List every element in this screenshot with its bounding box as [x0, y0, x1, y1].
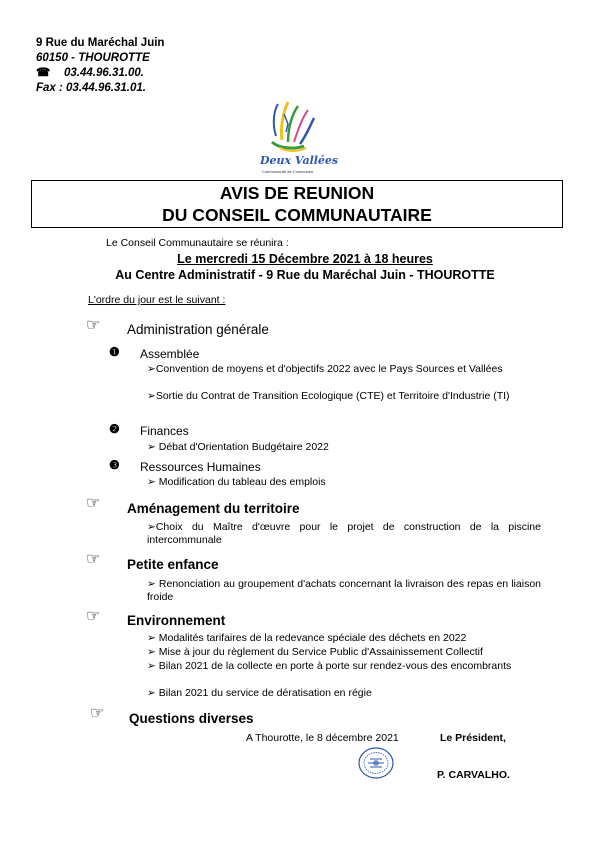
agenda-item: [147, 578, 541, 603]
address-fax: Fax : 03.44.96.31.01.: [36, 82, 146, 94]
meeting-date: Le mercredi 15 Décembre 2021 à 18 heures: [177, 252, 433, 266]
agenda-item-text: Sortie du Contrat de Transition Ecologique (CTE) et Territoire d'Industrie (TI): [155, 390, 510, 402]
arrow-bullet-icon: ➢: [147, 632, 156, 644]
arrow-bullet-icon: ➢: [147, 390, 156, 402]
agenda-item-text: Choix du Maître d'œuvre pour le projet de construction de la piscine intercommunale: [147, 521, 541, 546]
logo-subtext: Communauté de Communes: [262, 169, 314, 174]
telephone-icon: ☎: [36, 67, 51, 79]
arrow-bullet-icon: ➢: [147, 521, 156, 533]
pointing-hand-icon: ☞: [86, 551, 101, 568]
agenda-item-text: Bilan 2021 de la collecte en porte à porte sur rendez-vous des encombrants: [158, 660, 512, 672]
deux-vallees-logo: [258, 96, 358, 178]
address-city: 60150 - THOUROTTE: [36, 52, 150, 64]
phone-number: 03.44.96.31.00.: [64, 67, 144, 79]
section-title: Environnement: [127, 613, 226, 628]
official-stamp-icon: [356, 746, 396, 780]
number-1-icon: ❶: [109, 345, 120, 359]
title-box: [31, 180, 563, 228]
subsection-title: Assemblée: [140, 347, 200, 361]
section-title: Petite enfance: [127, 557, 219, 572]
agenda-intro: L'ordre du jour est le suivant :: [88, 294, 226, 306]
agenda-item-text: Mise à jour du règlement du Service Public d'Assainissement Collectif: [158, 646, 483, 658]
subsection-title: Finances: [140, 424, 189, 438]
agenda-item: [147, 632, 541, 645]
title-line-2: DU CONSEIL COMMUNAUTAIRE: [162, 205, 432, 225]
arrow-bullet-icon: ➢: [147, 687, 156, 699]
footer-role: Le Président,: [440, 732, 506, 744]
section-title: Aménagement du territoire: [127, 501, 300, 516]
address-phone: [36, 66, 144, 81]
subsection-title: Ressources Humaines: [140, 460, 261, 474]
arrow-bullet-icon: ➢: [147, 646, 156, 658]
agenda-item: [147, 390, 541, 403]
arrow-bullet-icon: ➢: [147, 363, 156, 375]
agenda-item-text: Renonciation au groupement d'achats concernant la livraison des repas en liaison froide: [147, 578, 541, 603]
pointing-hand-icon: ☞: [86, 495, 101, 512]
section-title: Questions diverses: [129, 711, 254, 726]
signatory-name: P. CARVALHO.: [437, 769, 510, 781]
agenda-item: [147, 660, 541, 673]
meeting-place: Au Centre Administratif - 9 Rue du Maréchal Juin - THOUROTTE: [115, 268, 495, 282]
agenda-item-text: Débat d'Orientation Budgétaire 2022: [158, 441, 329, 453]
agenda-item: [147, 646, 541, 659]
agenda-item: [147, 521, 541, 546]
arrow-bullet-icon: ➢: [147, 476, 156, 488]
pointing-hand-icon: ☞: [86, 608, 101, 625]
number-2-icon: ❷: [109, 422, 120, 436]
agenda-item: [147, 363, 541, 376]
agenda-item: [147, 476, 541, 489]
agenda-item-text: Modalités tarifaires de la redevance spéciale des déchets en 2022: [158, 632, 467, 644]
arrow-bullet-icon: ➢: [147, 578, 156, 590]
arrow-bullet-icon: ➢: [147, 441, 156, 453]
logo-text: Deux Vallées: [260, 154, 339, 167]
footer-place-date: A Thourotte, le 8 décembre 2021: [246, 732, 399, 744]
section-title: Administration générale: [127, 322, 269, 337]
title-line-1: AVIS DE REUNION: [219, 183, 375, 203]
meeting-intro: Le Conseil Communautaire se réunira :: [106, 237, 289, 249]
pointing-hand-icon: ☞: [86, 317, 101, 334]
agenda-item-text: Modification du tableau des emplois: [158, 476, 326, 488]
agenda-item-text: Bilan 2021 du service de dératisation en régie: [158, 687, 372, 699]
number-3-icon: ❸: [109, 458, 120, 472]
agenda-item: [147, 687, 541, 700]
agenda-item-text: Convention de moyens et d'objectifs 2022 avec le Pays Sources et Vallées: [155, 363, 503, 375]
agenda-item: [147, 441, 541, 454]
pointing-hand-icon: ☞: [90, 705, 105, 722]
arrow-bullet-icon: ➢: [147, 660, 156, 672]
address-street: 9 Rue du Maréchal Juin: [36, 37, 165, 49]
